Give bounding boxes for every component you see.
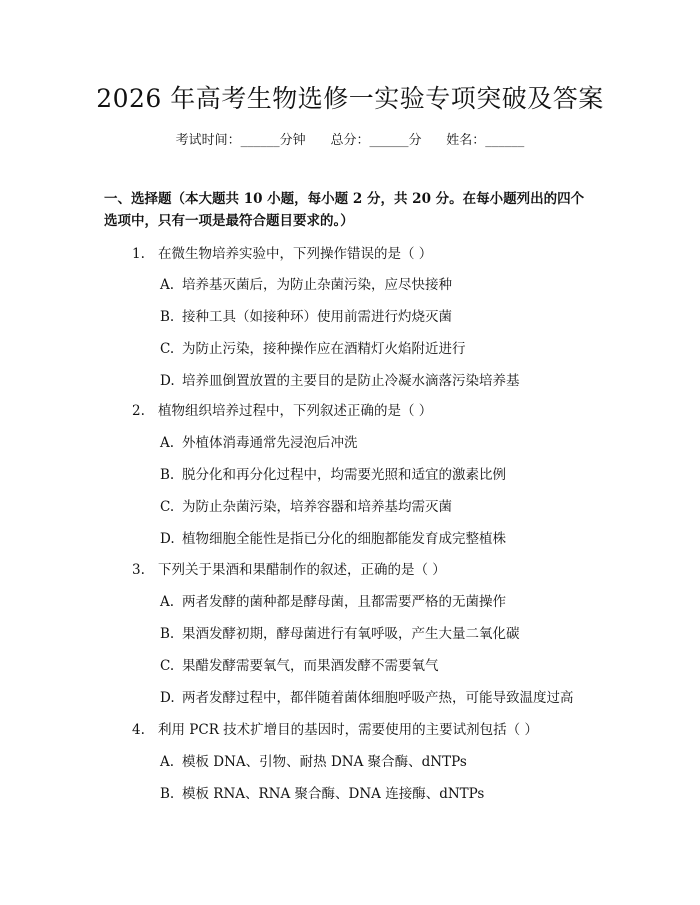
question-1-option-b [160,307,600,327]
question-number: 3. [132,562,145,578]
option-letter: A. [160,754,175,770]
option-letter: C. [160,499,175,515]
option-letter: D. [160,373,175,389]
option-text: 果醋发酵需要氧气，而果酒发酵不需要氧气 [182,658,439,674]
total-score-field: 总分：______分 [330,133,422,148]
question-2 [132,401,602,421]
option-letter: C. [160,341,175,357]
option-text: 植物细胞全能性是指已分化的细胞都能发育成完整植株 [182,531,506,547]
question-1 [132,244,602,264]
question-stem: 植物组织培养过程中，下列叙述正确的是（ ） [158,403,433,419]
question-2-option-d [160,529,600,549]
option-letter: B. [160,626,175,642]
option-text: 脱分化和再分化过程中，均需要光照和适宜的激素比例 [182,467,506,483]
option-letter: A. [160,594,175,610]
question-4-option-b [160,784,600,804]
question-number: 4. [132,722,145,738]
question-1-option-a [160,275,600,295]
option-text: 两者发酵过程中，都伴随着菌体细胞呼吸产热，可能导致温度过高 [182,690,574,706]
question-number: 1. [132,246,145,262]
option-text: 接种工具（如接种环）使用前需进行灼烧灭菌 [182,309,452,325]
question-3-option-a [160,592,600,612]
option-text: 模板 RNA、RNA 聚合酶、DNA 连接酶、dNTPs [182,786,485,802]
question-4 [132,720,602,740]
option-text: 培养基灭菌后，为防止杂菌污染，应尽快接种 [182,277,452,293]
option-text: 模板 DNA、引物、耐热 DNA 聚合酶、dNTPs [182,754,467,770]
question-3 [132,560,602,580]
question-1-option-c [160,339,600,359]
question-1-option-d [160,371,600,391]
option-letter: D. [160,531,175,547]
option-text: 果酒发酵初期，酵母菌进行有氧呼吸，产生大量二氧化碳 [182,626,520,642]
question-2-option-c [160,497,600,517]
option-letter: A. [160,435,175,451]
question-3-option-d [160,688,600,708]
option-letter: B. [160,467,175,483]
question-4-option-a [160,752,600,772]
question-number: 2. [132,403,145,419]
exam-meta [0,131,700,151]
option-letter: B. [160,309,175,325]
question-stem: 利用 PCR 技术扩增目的基因时，需要使用的主要试剂包括（ ） [158,722,538,738]
option-letter: B. [160,786,175,802]
question-2-option-b [160,465,600,485]
question-3-option-c [160,656,600,676]
question-2-option-a [160,433,600,453]
option-text: 外植体消毒通常先浸泡后冲洗 [182,435,358,451]
option-text: 为防止污染，接种操作应在酒精灯火焰附近进行 [182,341,466,357]
question-3-option-b [160,624,600,644]
question-stem: 在微生物培养实验中，下列操作错误的是（ ） [158,246,433,262]
option-text: 两者发酵的菌种都是酵母菌，且都需要严格的无菌操作 [182,594,506,610]
option-letter: A. [160,277,175,293]
exam-time-field: 考试时间：______分钟 [175,133,306,148]
option-letter: D. [160,690,175,706]
option-letter: C. [160,658,175,674]
section-header: 一、选择题（本大题共 10 小题，每小题 2 分，共 20 分。在每小题列出的四个选项中，只有一项是最符合题目要求的。） [104,191,585,229]
page-title: 2026 年高考生物选修一实验专项突破及答案 [96,84,604,113]
option-text: 培养皿倒置放置的主要目的是防止冷凝水滴落污染培养基 [182,373,520,389]
option-text: 为防止杂菌污染，培养容器和培养基均需灭菌 [182,499,452,515]
student-name-field: 姓名：______ [446,133,525,148]
question-stem: 下列关于果酒和果醋制作的叙述，正确的是（ ） [158,562,446,578]
